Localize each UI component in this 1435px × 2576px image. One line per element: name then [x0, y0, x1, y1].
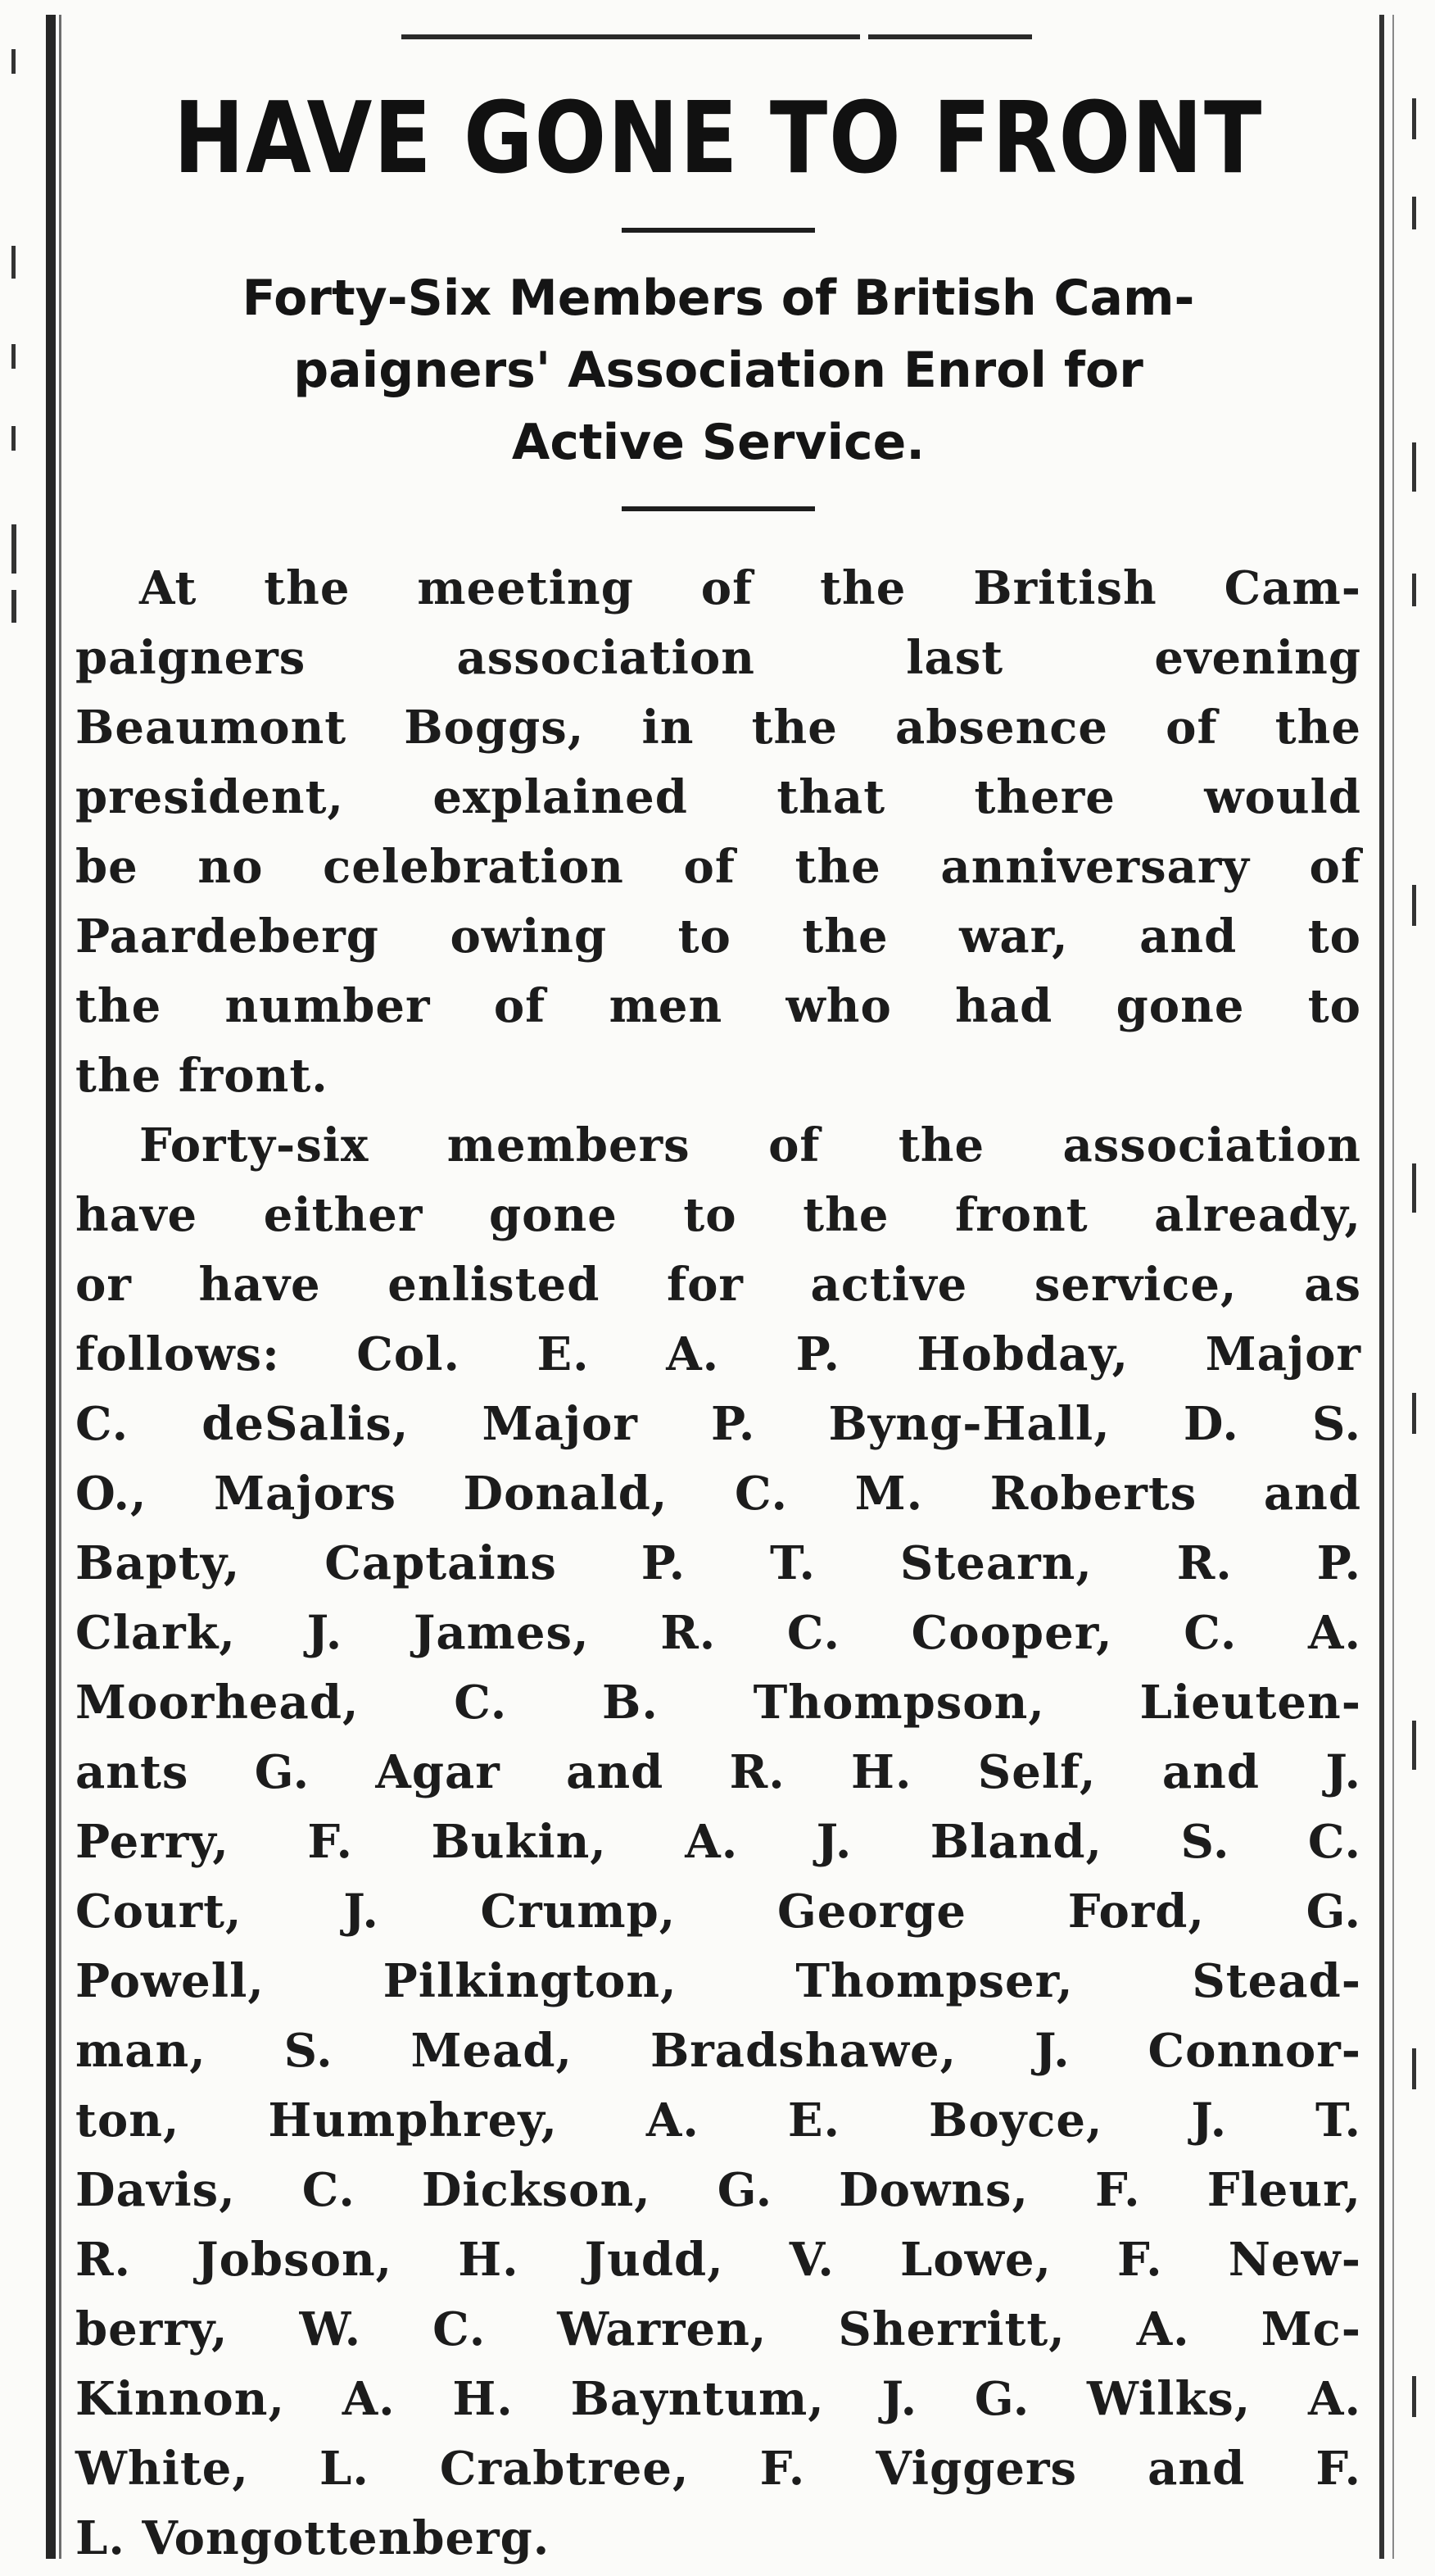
paragraph-1 — [75, 554, 1361, 1111]
top-rule-right — [868, 34, 1032, 39]
body-line: White, L. Crabtree, F. Viggers and F. — [75, 2442, 1361, 2496]
body-line: Paardeberg owing to the war, and to — [75, 909, 1361, 964]
left-edge-mark — [11, 246, 16, 279]
body-line: man, S. Mead, Bradshawe, J. Connor- — [75, 2024, 1361, 2078]
right-edge-mark — [1412, 197, 1416, 229]
subheadline — [75, 262, 1361, 478]
body-line: Moorhead, C. B. Thompson, Lieuten- — [75, 1676, 1361, 1730]
paragraph-2 — [75, 1111, 1361, 2574]
body-line: At the meeting of the British Cam- — [139, 561, 1361, 615]
right-edge-mark — [1412, 442, 1416, 492]
body-line: ton, Humphrey, A. E. Boyce, J. T. — [75, 2093, 1361, 2147]
right-edge-mark — [1412, 885, 1416, 926]
body-line: have either gone to the front already, — [75, 1188, 1361, 1242]
left-edge-mark — [11, 426, 16, 451]
right-edge-mark — [1412, 1393, 1416, 1434]
body-line: Powell, Pilkington, Thompser, Stead- — [75, 1954, 1361, 2008]
body-line: Beaumont Boggs, in the absence of the — [75, 701, 1361, 755]
body-line: C. deSalis, Major P. Byng-Hall, D. S. — [75, 1397, 1361, 1451]
body-line: president, explained that there would — [75, 770, 1361, 824]
right-edge-mark — [1412, 1163, 1416, 1213]
left-edge-mark — [11, 524, 16, 574]
right-edge-mark — [1412, 574, 1416, 606]
body-line: Perry, F. Bukin, A. J. Bland, S. C. — [75, 1815, 1361, 1869]
body-line: be no celebration of the anniversary of — [75, 840, 1361, 894]
body-line: R. Jobson, H. Judd, V. Lowe, F. New- — [75, 2233, 1361, 2287]
left-edge-mark — [11, 590, 16, 623]
right-column-rule-thin — [1392, 15, 1394, 2559]
top-rule-left — [401, 34, 860, 39]
right-edge-mark — [1412, 1721, 1416, 1770]
body-line: the front. — [75, 1049, 328, 1103]
subheadline-divider — [622, 506, 815, 511]
body-line: follows: Col. E. A. P. Hobday, Major — [75, 1327, 1361, 1381]
body-line: the number of men who had gone to — [75, 979, 1361, 1033]
body-line: berry, W. C. Warren, Sherritt, A. Mc- — [75, 2302, 1361, 2356]
article-body — [75, 554, 1361, 2574]
body-line: ants G. Agar and R. H. Self, and J. — [75, 1745, 1361, 1799]
right-column-rule — [1379, 15, 1384, 2559]
body-line: Bapty, Captains P. T. Stearn, R. P. — [75, 1536, 1361, 1590]
right-edge-mark — [1412, 2376, 1416, 2417]
body-line: Clark, J. James, R. C. Cooper, C. A. — [75, 1606, 1361, 1660]
body-line: Forty-six members of the association — [139, 1118, 1361, 1172]
body-line: or have enlisted for active service, as — [75, 1258, 1361, 1312]
headline-divider — [622, 228, 815, 233]
body-line: O., Majors Donald, C. M. Roberts and — [75, 1467, 1361, 1521]
left-edge-mark — [11, 49, 16, 74]
right-edge-mark — [1412, 98, 1416, 139]
subheadline-line: Active Service. — [511, 414, 926, 471]
body-line: Court, J. Crump, George Ford, G. — [75, 1884, 1361, 1939]
right-edge-mark — [1412, 2048, 1416, 2089]
body-line: Kinnon, A. H. Bayntum, J. G. Wilks, A. — [75, 2372, 1361, 2426]
body-line: L. Vongottenberg. — [75, 2511, 550, 2565]
left-edge-mark — [11, 344, 16, 369]
left-column-rule-inner — [59, 15, 61, 2559]
subheadline-line: Forty-Six Members of British Cam- — [242, 270, 1195, 327]
body-line: paigners association last evening — [75, 631, 1361, 685]
headline: HAVE GONE TO FRONT — [173, 82, 1264, 196]
left-column-rule — [46, 15, 56, 2559]
body-line: Davis, C. Dickson, G. Downs, F. Fleur, — [75, 2163, 1361, 2217]
subheadline-line: paigners' Association Enrol for — [293, 342, 1143, 399]
article — [75, 49, 1361, 2574]
